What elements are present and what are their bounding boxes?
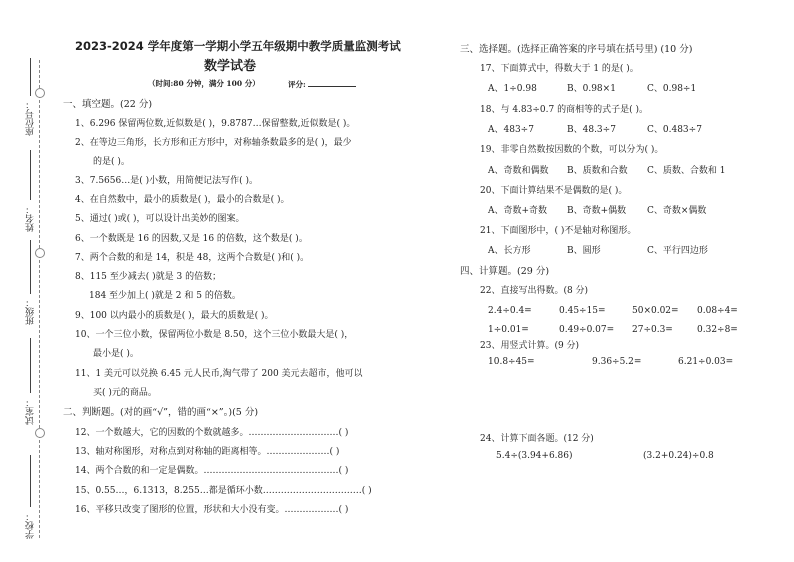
q24-item: 5.4÷(3.94+6.86) — [496, 451, 573, 461]
q23-item: 6.21÷0.03= — [678, 357, 734, 367]
score-label: 评分: — [288, 80, 306, 89]
score-area — [288, 78, 356, 90]
section-fill-blank: 一、填空题。(22 分) — [63, 99, 153, 110]
question-9: 9、100 以内最小的质数是( )，最大的质数是( )。 — [75, 311, 274, 321]
q18-option-c: C、0.483÷7 — [647, 125, 702, 135]
q22-item: 1÷0.01= — [488, 325, 529, 335]
question-12: 12、一个数越大，它的因数的个数就越多。…………………………( ) — [75, 428, 349, 438]
q22-item: 0.08÷4= — [697, 306, 738, 316]
q22-item: 0.32÷8= — [697, 325, 738, 335]
binding-hole — [35, 428, 45, 438]
question-17: 17、下面算式中，得数大于 1 的是( )。 — [480, 64, 639, 74]
q20-option-b: B、奇数+偶数 — [567, 206, 627, 216]
question-16: 16、平移只改变了图形的位置，形状和大小没有变。………………( ) — [75, 505, 349, 515]
section-judgement: 二、判断题。(对的画“√”，错的画“×”。)(5 分) — [63, 407, 259, 418]
room-label: 试室： — [26, 398, 36, 425]
class-field[interactable] — [30, 240, 31, 294]
question-21: 21、下面图形中，( )不是轴对称图形。 — [480, 226, 637, 236]
question-22: 22、直接写出得数。(8 分) — [480, 286, 589, 296]
question-11: 11、1 美元可以兑换 6.45 元人民币,淘气带了 200 美元去超市，他可以 — [75, 369, 363, 379]
q24-item: (3.2+0.24)÷0.8 — [643, 451, 714, 461]
q17-option-a: A、1÷0.98 — [488, 84, 537, 94]
q21-option-b: B、圆形 — [567, 246, 601, 256]
q20-option-a: A、奇数+奇数 — [488, 206, 548, 216]
section-calculation: 四、计算题。(29 分) — [460, 266, 550, 277]
q23-item: 10.8÷45= — [488, 357, 535, 367]
q22-item: 0.49÷0.07= — [559, 325, 615, 335]
q18-option-a: A、483÷7 — [488, 125, 534, 135]
class-label: 班级： — [26, 298, 36, 325]
question-23: 23、用竖式计算。(9 分) — [480, 341, 580, 351]
binding-dashed-line — [39, 60, 40, 538]
q17-option-c: C、0.98÷1 — [647, 84, 697, 94]
q19-option-b: B、质数和合数 — [567, 166, 628, 176]
q17-option-b: B、0.98×1 — [567, 84, 616, 94]
question-10: 10、一个三位小数，保留两位小数是 8.50，这个三位小数最大是( )， — [75, 330, 354, 340]
exam-meta-time: （时间:80 分钟，满分 100 分） — [148, 79, 260, 88]
question-8-cont: 184 至少加上( )就是 2 和 5 的倍数。 — [89, 291, 241, 301]
question-10-cont: 最小是( )。 — [93, 349, 139, 359]
question-18: 18、与 4.83÷0.7 的商相等的式子是( )。 — [480, 105, 648, 115]
question-2-cont: 的是( )。 — [93, 157, 130, 167]
binding-hole — [35, 88, 45, 98]
q19-option-a: A、奇数和偶数 — [488, 166, 549, 176]
question-5: 5、通过( )或( )，可以设计出美妙的图案。 — [75, 214, 245, 224]
q22-item: 2.4÷0.4= — [488, 306, 532, 316]
section-choice: 三、选择题。(选择正确答案的序号填在括号里) (10 分) — [460, 44, 693, 55]
question-8: 8、115 至少减去( )就是 3 的倍数； — [75, 272, 222, 282]
q19-option-c: C、质数、合数和 1 — [647, 166, 726, 176]
question-3: 3、7.5656…是( )小数，用简便记法写作( )。 — [75, 176, 258, 186]
question-2: 2、在等边三角形，长方形和正方形中，对称轴条数最多的是( )，最少 — [75, 138, 352, 148]
q18-option-b: B、48.3÷7 — [567, 125, 616, 135]
q22-item: 0.45÷15= — [559, 306, 606, 316]
question-11-cont: 买( )元的商品。 — [93, 388, 157, 398]
question-6: 6、一个数既是 16 的因数,又是 16 的倍数，这个数是( )。 — [75, 234, 308, 244]
name-field[interactable] — [30, 150, 31, 200]
score-field[interactable] — [308, 78, 356, 87]
q21-option-a: A、长方形 — [488, 246, 531, 256]
name-label: 姓名： — [26, 205, 36, 232]
q23-item: 9.36÷5.2= — [592, 357, 642, 367]
question-20: 20、下面计算结果不是偶数的是( )。 — [480, 186, 628, 196]
q22-item: 27÷0.3= — [632, 325, 673, 335]
q22-item: 50×0.02= — [632, 306, 679, 316]
room-field[interactable] — [30, 338, 31, 393]
school-field[interactable] — [30, 455, 31, 507]
question-4: 4、在自然数中，最小的质数是( )，最小的合数是( )。 — [75, 195, 290, 205]
seat-field[interactable] — [30, 58, 31, 96]
question-7: 7、两个合数的和是 14，积是 48，这两个合数是( )和( )。 — [75, 253, 310, 263]
q20-option-c: C、奇数×偶数 — [647, 206, 707, 216]
question-14: 14、两个合数的和一定是偶数。………………………………………( ) — [75, 466, 349, 476]
question-15: 15、0.55…，6.1313，8.255…都是循环小数……………………………( ) — [75, 486, 372, 496]
question-1: 1、6.296 保留两位数,近似数是( )，9.8787…保留整数,近似数是( )。 — [75, 119, 356, 129]
binding-hole — [35, 248, 45, 258]
q21-option-c: C、平行四边形 — [647, 246, 708, 256]
question-19: 19、非零自然数按因数的个数，可以分为( )。 — [480, 145, 664, 155]
exam-subtitle: 数学试卷 — [204, 59, 257, 74]
school-label: 学校： — [26, 512, 36, 539]
seat-label: 座位号： — [26, 100, 36, 136]
question-24: 24、计算下面各题。(12 分) — [480, 434, 594, 444]
question-13: 13、轴对称图形，对称点到对称轴的距离相等。…………………( ) — [75, 447, 340, 457]
exam-title: 2023-2024 学年度第一学期小学五年级期中教学质量监测考试 — [75, 39, 401, 53]
